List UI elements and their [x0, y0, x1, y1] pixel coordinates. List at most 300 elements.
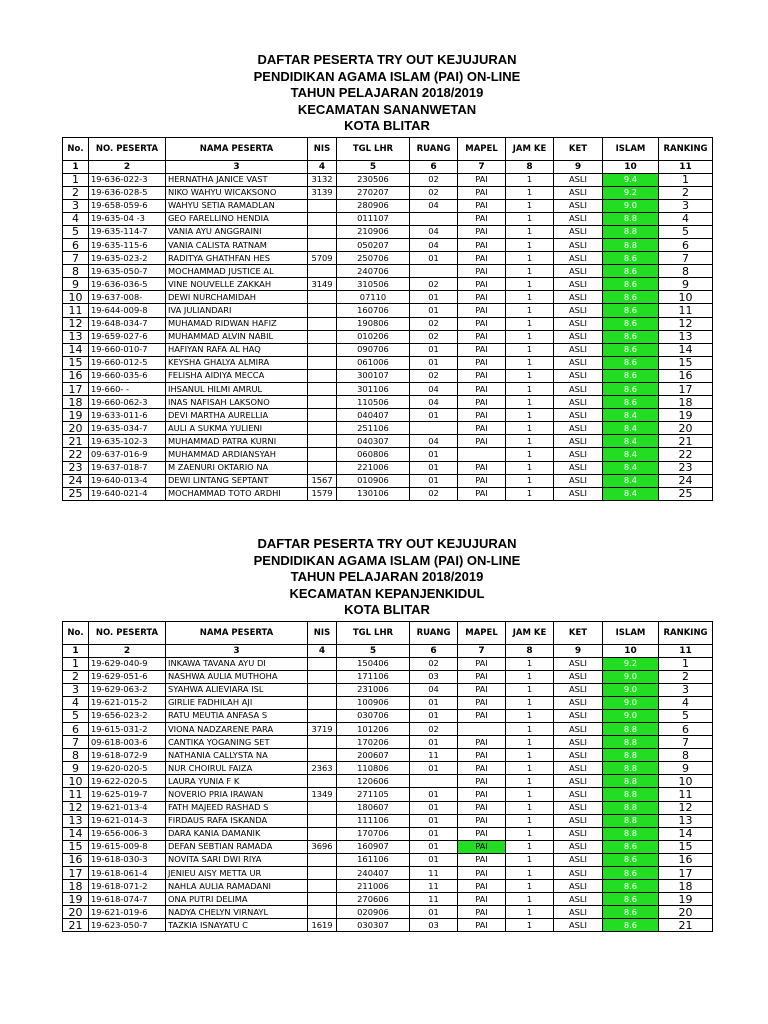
cell-jam-ke: 1 — [506, 657, 554, 670]
cell-ruang: 04 — [410, 435, 458, 448]
cell-ranking: 10 — [659, 291, 713, 304]
cell-ruang — [410, 422, 458, 435]
cell-no: 9 — [63, 762, 89, 775]
cell-islam: 8.8 — [603, 814, 659, 827]
cell-no-peserta: 19-618-072-9 — [89, 749, 166, 762]
cell-jam-ke: 1 — [506, 474, 554, 487]
cell-islam: 9.0 — [603, 199, 659, 212]
cell-tgl-lhr: 020906 — [337, 906, 410, 919]
cell-jam-ke: 1 — [506, 919, 554, 932]
cell-ket: ASLI — [554, 448, 603, 461]
cell-ket: ASLI — [554, 278, 603, 291]
cell-no: 19 — [63, 893, 89, 906]
cell-ruang: 02 — [410, 330, 458, 343]
table-row — [63, 317, 713, 330]
cell-nis — [308, 448, 337, 461]
table-row — [63, 252, 713, 265]
cell-tgl-lhr: 240706 — [337, 265, 410, 278]
cell-ket: ASLI — [554, 736, 603, 749]
cell-no: 19 — [63, 409, 89, 422]
cell-ranking: 19 — [659, 409, 713, 422]
cell-tgl-lhr: 110506 — [337, 396, 410, 409]
cell-ket: ASLI — [554, 762, 603, 775]
cell-nis: 3696 — [308, 840, 337, 853]
cell-ranking: 5 — [659, 225, 713, 238]
table-row — [63, 749, 713, 762]
cell-no-peserta: 19-648-034-7 — [89, 317, 166, 330]
cell-no: 14 — [63, 827, 89, 840]
column-number: 6 — [410, 160, 458, 173]
cell-no: 16 — [63, 369, 89, 382]
cell-mapel: PAI — [458, 304, 506, 317]
cell-tgl-lhr: 130106 — [337, 487, 410, 500]
cell-nama-peserta: RATU MEUTIA ANFASA S — [166, 709, 308, 722]
cell-nis — [308, 709, 337, 722]
cell-nis — [308, 670, 337, 683]
table-row — [63, 814, 713, 827]
table-row — [63, 396, 713, 409]
cell-mapel: PAI — [458, 840, 506, 853]
cell-nama-peserta: LAURA YUNIA F K — [166, 775, 308, 788]
cell-ruang: 01 — [410, 827, 458, 840]
cell-islam: 8.4 — [603, 422, 659, 435]
cell-jam-ke: 1 — [506, 722, 554, 735]
cell-mapel: PAI — [458, 356, 506, 369]
cell-tgl-lhr: 050207 — [337, 238, 410, 251]
cell-no-peserta: 19-635-102-3 — [89, 435, 166, 448]
cell-mapel: PAI — [458, 801, 506, 814]
cell-nama-peserta: KEYSHA GHALYA ALMIRA — [166, 356, 308, 369]
cell-ruang: 11 — [410, 893, 458, 906]
column-number: 9 — [554, 644, 603, 657]
cell-mapel: PAI — [458, 343, 506, 356]
column-number: 1 — [63, 644, 89, 657]
column-number: 3 — [166, 644, 308, 657]
cell-nama-peserta: NOVITA SARI DWI RIYA — [166, 853, 308, 866]
table-row — [63, 186, 713, 199]
cell-tgl-lhr: 240407 — [337, 867, 410, 880]
cell-ranking: 4 — [659, 212, 713, 225]
cell-jam-ke: 1 — [506, 369, 554, 382]
column-number: 1 — [63, 160, 89, 173]
cell-mapel: PAI — [458, 775, 506, 788]
cell-islam: 8.8 — [603, 801, 659, 814]
cell-islam: 8.8 — [603, 749, 659, 762]
cell-ket: ASLI — [554, 919, 603, 932]
table-row — [63, 291, 713, 304]
cell-ket: ASLI — [554, 867, 603, 880]
cell-nis — [308, 906, 337, 919]
cell-nama-peserta: SYAHWA ALIEVIARA ISL — [166, 683, 308, 696]
cell-jam-ke: 1 — [506, 670, 554, 683]
cell-ket: ASLI — [554, 657, 603, 670]
cell-islam: 8.8 — [603, 722, 659, 735]
cell-ranking: 9 — [659, 762, 713, 775]
cell-nis: 2363 — [308, 762, 337, 775]
cell-ruang: 02 — [410, 186, 458, 199]
cell-ranking: 7 — [659, 736, 713, 749]
cell-mapel — [458, 722, 506, 735]
cell-mapel: PAI — [458, 814, 506, 827]
cell-ket: ASLI — [554, 317, 603, 330]
cell-islam: 8.6 — [603, 317, 659, 330]
cell-ket: ASLI — [554, 330, 603, 343]
cell-ket: ASLI — [554, 683, 603, 696]
cell-islam: 8.6 — [603, 880, 659, 893]
cell-ranking: 20 — [659, 906, 713, 919]
table-row — [63, 199, 713, 212]
cell-tgl-lhr: 310506 — [337, 278, 410, 291]
cell-ranking: 3 — [659, 199, 713, 212]
cell-nis — [308, 461, 337, 474]
cell-ruang: 02 — [410, 657, 458, 670]
header-no-peserta: NO. PESERTA — [89, 621, 166, 644]
cell-ranking: 13 — [659, 814, 713, 827]
cell-nis — [308, 212, 337, 225]
cell-no-peserta: 19-618-061-4 — [89, 867, 166, 880]
cell-no: 5 — [63, 709, 89, 722]
cell-tgl-lhr: 101206 — [337, 722, 410, 735]
table-row — [63, 369, 713, 382]
cell-jam-ke: 1 — [506, 225, 554, 238]
cell-no-peserta: 19-635-023-2 — [89, 252, 166, 265]
cell-ranking: 23 — [659, 461, 713, 474]
cell-no-peserta: 19-629-063-2 — [89, 683, 166, 696]
cell-islam: 8.6 — [603, 304, 659, 317]
cell-no: 8 — [63, 749, 89, 762]
cell-islam: 8.8 — [603, 762, 659, 775]
cell-nama-peserta: IVA JULIANDARI — [166, 304, 308, 317]
cell-tgl-lhr: 160907 — [337, 840, 410, 853]
cell-ranking: 4 — [659, 696, 713, 709]
column-number-row — [63, 644, 713, 657]
cell-jam-ke: 1 — [506, 762, 554, 775]
cell-no: 24 — [63, 474, 89, 487]
cell-jam-ke: 1 — [506, 683, 554, 696]
cell-nis — [308, 867, 337, 880]
table-row — [63, 422, 713, 435]
cell-islam: 8.8 — [603, 775, 659, 788]
cell-ket: ASLI — [554, 409, 603, 422]
cell-ket: ASLI — [554, 383, 603, 396]
cell-nama-peserta: IHSANUL HILMI AMRUL — [166, 383, 308, 396]
cell-nis: 3132 — [308, 173, 337, 186]
column-number: 11 — [659, 644, 713, 657]
cell-ruang: 02 — [410, 487, 458, 500]
title-line-5: KOTA BLITAR — [344, 602, 430, 617]
cell-mapel: PAI — [458, 252, 506, 265]
table-row — [63, 801, 713, 814]
cell-no-peserta: 19-640-013-4 — [89, 474, 166, 487]
table-row — [63, 474, 713, 487]
cell-nama-peserta: GEO FARELLINO HENDIA — [166, 212, 308, 225]
cell-ranking: 16 — [659, 853, 713, 866]
cell-ruang: 02 — [410, 173, 458, 186]
header-nama-peserta: NAMA PESERTA — [166, 621, 308, 644]
table-row — [63, 330, 713, 343]
column-number: 8 — [506, 160, 554, 173]
cell-ruang: 01 — [410, 291, 458, 304]
cell-jam-ke: 1 — [506, 304, 554, 317]
table-row — [63, 356, 713, 369]
cell-ruang: 01 — [410, 356, 458, 369]
header-row — [63, 621, 713, 644]
cell-ruang: 01 — [410, 840, 458, 853]
cell-tgl-lhr: 010206 — [337, 330, 410, 343]
cell-ruang: 01 — [410, 409, 458, 422]
cell-nama-peserta: MUHAMAD RIDWAN HAFIZ — [166, 317, 308, 330]
cell-nama-peserta: VINE NOUVELLE ZAKKAH — [166, 278, 308, 291]
cell-jam-ke: 1 — [506, 736, 554, 749]
cell-ket: ASLI — [554, 252, 603, 265]
cell-ket: ASLI — [554, 827, 603, 840]
cell-ruang: 01 — [410, 853, 458, 866]
cell-nama-peserta: JENIEU AISY METTA UR — [166, 867, 308, 880]
table-row — [63, 853, 713, 866]
cell-ruang: 01 — [410, 906, 458, 919]
cell-no-peserta: 19-637-018-7 — [89, 461, 166, 474]
cell-no-peserta: 19-635-034-7 — [89, 422, 166, 435]
column-number: 5 — [337, 160, 410, 173]
cell-tgl-lhr: 120606 — [337, 775, 410, 788]
cell-islam: 8.4 — [603, 474, 659, 487]
cell-no-peserta: 09-618-003-6 — [89, 736, 166, 749]
cell-nama-peserta: NAHLA AULIA RAMADANI — [166, 880, 308, 893]
cell-tgl-lhr: 040307 — [337, 435, 410, 448]
cell-ruang: 01 — [410, 762, 458, 775]
cell-mapel: PAI — [458, 278, 506, 291]
cell-ruang: 01 — [410, 696, 458, 709]
column-number: 10 — [603, 644, 659, 657]
cell-jam-ke: 1 — [506, 396, 554, 409]
cell-ruang: 04 — [410, 238, 458, 251]
cell-jam-ke: 1 — [506, 840, 554, 853]
column-number: 10 — [603, 160, 659, 173]
cell-mapel: PAI — [458, 409, 506, 422]
cell-jam-ke: 1 — [506, 775, 554, 788]
cell-nama-peserta: VANIA AYU ANGGRAINI — [166, 225, 308, 238]
cell-jam-ke: 1 — [506, 199, 554, 212]
cell-islam: 8.6 — [603, 867, 659, 880]
cell-tgl-lhr: 010906 — [337, 474, 410, 487]
cell-ranking: 24 — [659, 474, 713, 487]
cell-no-peserta: 19-629-040-9 — [89, 657, 166, 670]
cell-ket: ASLI — [554, 238, 603, 251]
cell-no: 10 — [63, 291, 89, 304]
cell-no-peserta: 19-633-011-6 — [89, 409, 166, 422]
cell-mapel: PAI — [458, 736, 506, 749]
header-tgl-lhr: TGL LHR — [337, 137, 410, 160]
cell-no: 2 — [63, 186, 89, 199]
cell-ket: ASLI — [554, 709, 603, 722]
cell-mapel: PAI — [458, 186, 506, 199]
cell-jam-ke: 1 — [506, 265, 554, 278]
cell-ranking: 11 — [659, 788, 713, 801]
cell-nama-peserta: NUR CHOIRUL FAIZA — [166, 762, 308, 775]
cell-no: 11 — [63, 788, 89, 801]
cell-islam: 8.8 — [603, 736, 659, 749]
cell-islam: 8.6 — [603, 369, 659, 382]
column-number: 8 — [506, 644, 554, 657]
cell-jam-ke: 1 — [506, 801, 554, 814]
cell-ruang: 11 — [410, 867, 458, 880]
cell-nis — [308, 683, 337, 696]
cell-ruang: 02 — [410, 317, 458, 330]
title-line-4: KECAMATAN KEPANJENKIDUL — [289, 585, 485, 601]
table-row — [63, 722, 713, 735]
cell-ranking: 25 — [659, 487, 713, 500]
column-number: 6 — [410, 644, 458, 657]
cell-no: 16 — [63, 853, 89, 866]
cell-ruang: 11 — [410, 880, 458, 893]
cell-no-peserta: 19-660-012-5 — [89, 356, 166, 369]
section-title — [62, 536, 712, 619]
table-row — [63, 409, 713, 422]
cell-mapel: PAI — [458, 709, 506, 722]
cell-no: 15 — [63, 356, 89, 369]
cell-nama-peserta: HAFIYAN RAFA AL HAQ — [166, 343, 308, 356]
cell-nis: 1619 — [308, 919, 337, 932]
cell-mapel: PAI — [458, 173, 506, 186]
cell-nis — [308, 317, 337, 330]
table-row — [63, 709, 713, 722]
cell-ranking: 16 — [659, 369, 713, 382]
cell-nama-peserta: WAHYU SETIA RAMADLAN — [166, 199, 308, 212]
header-jam-ke: JAM KE — [506, 137, 554, 160]
cell-ruang: 04 — [410, 396, 458, 409]
cell-tgl-lhr: 040407 — [337, 409, 410, 422]
cell-no: 10 — [63, 775, 89, 788]
cell-no-peserta: 19-656-006-3 — [89, 827, 166, 840]
column-number: 2 — [89, 160, 166, 173]
column-number: 2 — [89, 644, 166, 657]
cell-nama-peserta: INAS NAFISAH LAKSONO — [166, 396, 308, 409]
section-kepanjenkidul — [62, 536, 712, 932]
cell-no-peserta: 19-621-019-6 — [89, 906, 166, 919]
cell-islam: 9.2 — [603, 657, 659, 670]
cell-mapel: PAI — [458, 788, 506, 801]
cell-no-peserta: 19-660-062-3 — [89, 396, 166, 409]
header-islam: ISLAM — [603, 621, 659, 644]
cell-islam: 9.0 — [603, 670, 659, 683]
table-row — [63, 670, 713, 683]
cell-nis — [308, 409, 337, 422]
cell-no-peserta: 19-618-030-3 — [89, 853, 166, 866]
cell-no-peserta: 19-621-015-2 — [89, 696, 166, 709]
cell-jam-ke: 1 — [506, 422, 554, 435]
cell-nama-peserta: AULI A SUKMA YULIENI — [166, 422, 308, 435]
header-ranking: RANKING — [659, 621, 713, 644]
cell-ruang: 02 — [410, 369, 458, 382]
table-row — [63, 683, 713, 696]
cell-ranking: 17 — [659, 867, 713, 880]
cell-no-peserta: 19-621-014-3 — [89, 814, 166, 827]
cell-ranking: 21 — [659, 435, 713, 448]
cell-tgl-lhr: 200607 — [337, 749, 410, 762]
cell-no: 17 — [63, 867, 89, 880]
cell-ruang: 01 — [410, 709, 458, 722]
cell-ranking: 12 — [659, 317, 713, 330]
title-line-1: DAFTAR PESERTA TRY OUT KEJUJURAN — [257, 52, 517, 67]
cell-ranking: 17 — [659, 383, 713, 396]
cell-no-peserta: 19-615-009-8 — [89, 840, 166, 853]
title-line-5: KOTA BLITAR — [344, 118, 430, 133]
cell-tgl-lhr: 111106 — [337, 814, 410, 827]
cell-tgl-lhr: 250706 — [337, 252, 410, 265]
table-row — [63, 278, 713, 291]
cell-ranking: 15 — [659, 356, 713, 369]
table-row — [63, 696, 713, 709]
cell-islam: 8.6 — [603, 343, 659, 356]
cell-islam: 8.4 — [603, 487, 659, 500]
cell-ranking: 5 — [659, 709, 713, 722]
column-number: 5 — [337, 644, 410, 657]
cell-nis — [308, 199, 337, 212]
cell-no: 20 — [63, 906, 89, 919]
cell-ruang: 01 — [410, 801, 458, 814]
cell-mapel: PAI — [458, 893, 506, 906]
cell-no-peserta: 19-622-020-5 — [89, 775, 166, 788]
cell-mapel: PAI — [458, 369, 506, 382]
cell-ket: ASLI — [554, 893, 603, 906]
cell-nama-peserta: NADYA CHELYN VIRNAYL — [166, 906, 308, 919]
cell-nama-peserta: MOCHAMMAD JUSTICE AL — [166, 265, 308, 278]
cell-islam: 8.8 — [603, 225, 659, 238]
cell-ket: ASLI — [554, 853, 603, 866]
cell-nis — [308, 814, 337, 827]
cell-no-peserta: 19-636-022-3 — [89, 173, 166, 186]
cell-jam-ke: 1 — [506, 867, 554, 880]
title-line-4: KECAMATAN SANANWETAN — [297, 101, 477, 117]
cell-jam-ke: 1 — [506, 252, 554, 265]
cell-no: 3 — [63, 683, 89, 696]
cell-no: 8 — [63, 265, 89, 278]
cell-mapel: PAI — [458, 238, 506, 251]
cell-no: 5 — [63, 225, 89, 238]
cell-tgl-lhr: 07110 — [337, 291, 410, 304]
cell-jam-ke: 1 — [506, 696, 554, 709]
cell-islam: 9.2 — [603, 186, 659, 199]
cell-nama-peserta: DEVI MARTHA AURELLIA — [166, 409, 308, 422]
header-no-peserta: NO. PESERTA — [89, 137, 166, 160]
cell-ruang: 01 — [410, 474, 458, 487]
cell-nis — [308, 396, 337, 409]
table-row — [63, 736, 713, 749]
cell-nis — [308, 736, 337, 749]
cell-no: 13 — [63, 814, 89, 827]
cell-ket: ASLI — [554, 422, 603, 435]
cell-ranking: 15 — [659, 840, 713, 853]
cell-no-peserta: 19-659-027-6 — [89, 330, 166, 343]
cell-no: 4 — [63, 696, 89, 709]
cell-ruang: 04 — [410, 683, 458, 696]
cell-tgl-lhr: 030706 — [337, 709, 410, 722]
cell-mapel: PAI — [458, 461, 506, 474]
cell-no-peserta: 19-637-008- — [89, 291, 166, 304]
cell-ruang: 01 — [410, 736, 458, 749]
cell-nis — [308, 696, 337, 709]
title-line-3: TAHUN PELAJARAN 2018/2019 — [290, 569, 484, 584]
column-number: 9 — [554, 160, 603, 173]
cell-tgl-lhr: 170706 — [337, 827, 410, 840]
cell-no-peserta: 19-635-115-6 — [89, 238, 166, 251]
cell-ket: ASLI — [554, 814, 603, 827]
cell-mapel: PAI — [458, 657, 506, 670]
cell-nis — [308, 435, 337, 448]
title-line-2: PENDIDIKAN AGAMA ISLAM (PAI) ON-LINE — [253, 68, 521, 84]
cell-ket: ASLI — [554, 212, 603, 225]
cell-tgl-lhr: 251106 — [337, 422, 410, 435]
